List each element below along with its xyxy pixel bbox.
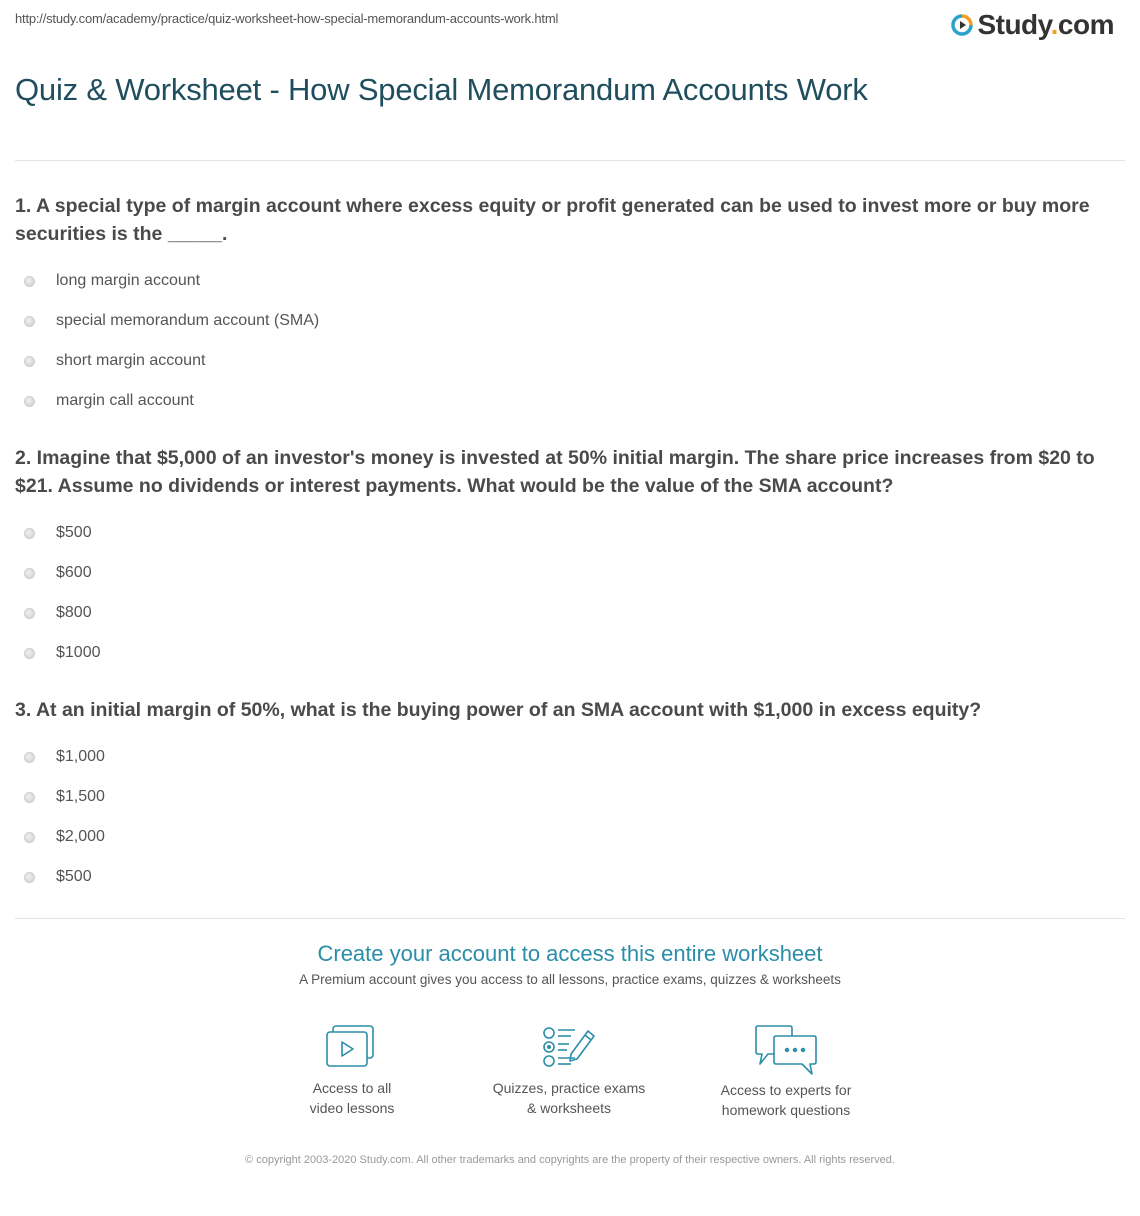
answer-option[interactable]: [15, 777, 1110, 817]
answer-option[interactable]: [15, 301, 1110, 341]
feature-label-line2: & worksheets: [526, 1100, 612, 1116]
chat-experts-icon: [754, 1024, 818, 1076]
radio-button-icon[interactable]: [24, 752, 35, 763]
answer-option[interactable]: [15, 817, 1110, 857]
feature-video-lessons: [252, 1024, 452, 1118]
option-label: $600: [56, 564, 92, 581]
answer-options: [15, 513, 1110, 673]
feature-experts: [686, 1024, 886, 1120]
answer-option[interactable]: [15, 553, 1110, 593]
video-lessons-icon: [325, 1024, 379, 1070]
feature-label-line1: Quizzes, practice exams: [492, 1080, 646, 1096]
option-label: margin call account: [56, 392, 194, 409]
option-label: $2,000: [56, 828, 105, 845]
option-label: $1,500: [56, 788, 105, 805]
create-account-link[interactable]: Create your account to access this entire worksheet: [317, 941, 823, 966]
feature-quizzes: [469, 1024, 669, 1118]
radio-button-icon[interactable]: [24, 832, 35, 843]
feature-label-line1: Access to all: [312, 1080, 392, 1096]
question-3: [15, 696, 1110, 897]
radio-button-icon[interactable]: [24, 528, 35, 539]
option-label: $800: [56, 604, 92, 621]
option-label: short margin account: [56, 352, 206, 369]
divider-top: [15, 160, 1125, 161]
option-label: long margin account: [56, 272, 201, 289]
radio-button-icon[interactable]: [24, 276, 35, 287]
feature-label-line2: homework questions: [721, 1102, 851, 1118]
radio-button-icon[interactable]: [24, 568, 35, 579]
answer-option[interactable]: [15, 381, 1110, 421]
logo-text-main: Study: [977, 9, 1051, 40]
question-1: [15, 192, 1110, 421]
page-title: Quiz & Worksheet - How Special Memorandum Accounts Work: [15, 72, 868, 107]
page-url: http://study.com/academy/practice/quiz-worksheet-how-special-memorandum-accounts-work.html: [15, 11, 559, 26]
answer-options: [15, 737, 1110, 897]
answer-option[interactable]: [15, 341, 1110, 381]
question-text: 1. A special type of margin account where excess equity or profit generated can be used to invest more or buy more securities is the _____.: [15, 195, 1090, 245]
answer-option[interactable]: [15, 737, 1110, 777]
radio-button-icon[interactable]: [24, 396, 35, 407]
option-label: special memorandum account (SMA): [56, 312, 320, 329]
answer-option[interactable]: [15, 633, 1110, 673]
question-text: 2. Imagine that $5,000 of an investor's money is invested at 50% initial margin. The share price increases from $20 to $21. Assume no dividends or interest payments. What would be the value of the SMA account?: [15, 447, 1095, 497]
radio-button-icon[interactable]: [24, 872, 35, 883]
play-circle-logo-icon: [951, 14, 973, 36]
logo-text-tld: com: [1057, 9, 1114, 40]
answer-option[interactable]: [15, 593, 1110, 633]
premium-subtitle: A Premium account gives you access to all lessons, practice exams, quizzes & worksheets: [299, 972, 841, 987]
radio-button-icon[interactable]: [24, 356, 35, 367]
divider-bottom: [15, 918, 1125, 919]
feature-label-line1: Access to experts for: [720, 1082, 852, 1098]
answer-option[interactable]: [15, 857, 1110, 897]
option-label: $500: [56, 524, 92, 541]
question-2: [15, 444, 1110, 673]
option-label: $500: [56, 868, 92, 885]
question-text: 3. At an initial margin of 50%, what is the buying power of an SMA account with $1,000 in excess equity?: [15, 699, 982, 721]
option-label: $1,000: [56, 748, 105, 765]
option-label: $1000: [56, 644, 101, 661]
logo-dot: .: [1050, 9, 1058, 40]
answer-options: [15, 261, 1110, 421]
radio-button-icon[interactable]: [24, 316, 35, 327]
study-logo[interactable]: [951, 9, 1114, 41]
radio-button-icon[interactable]: [24, 648, 35, 659]
quiz-checklist-icon: [541, 1024, 597, 1070]
feature-label-line2: video lessons: [309, 1100, 395, 1116]
answer-option[interactable]: [15, 261, 1110, 301]
radio-button-icon[interactable]: [24, 792, 35, 803]
logo-wordmark: [977, 9, 1114, 41]
copyright-notice: © copyright 2003-2020 Study.com. All other trademarks and copyrights are the property of their respective owners. All rights reserved.: [245, 1154, 895, 1166]
radio-button-icon[interactable]: [24, 608, 35, 619]
answer-option[interactable]: [15, 513, 1110, 553]
